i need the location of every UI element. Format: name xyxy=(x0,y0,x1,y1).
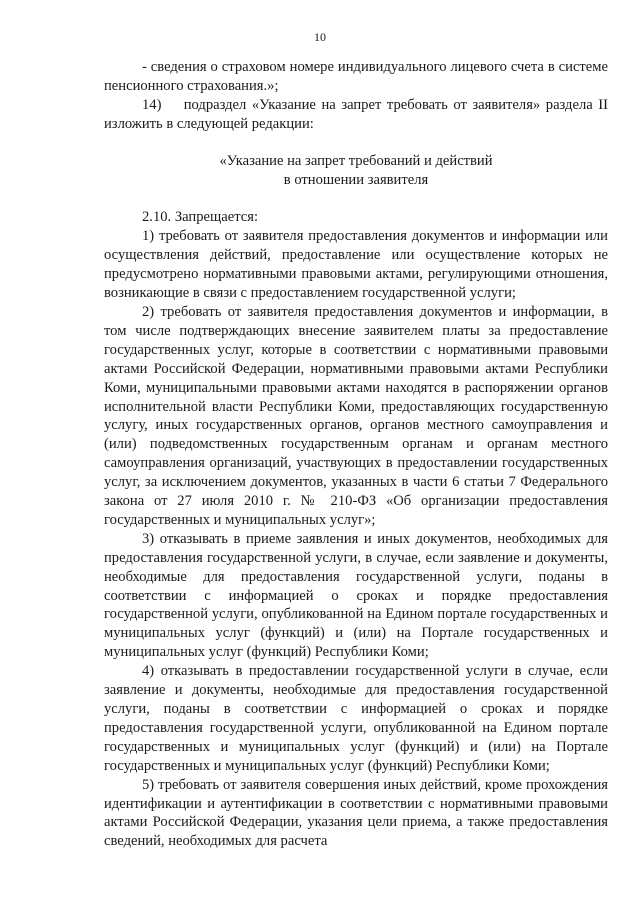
paragraph-item-3: 3) отказывать в приеме заявления и иных документов, необходимых для предоставления государственной услуги, в случае, если заявление и документы, необходимые для предоставления государственной услуги, поданы в соответствии с информацией о сроках и порядке предоставления государственной услуги, опубликованной на Едином портале государственных и муниципальных услуг (функций) и (или) на Портале государственных и муниципальных услуг (функций) Республики Коми; xyxy=(104,530,608,661)
paragraph-amendment-14: 14) подраздел «Указание на запрет требовать от заявителя» раздела II изложить в следующей редакции: xyxy=(104,96,608,132)
paragraph-item-4: 4) отказывать в предоставлении государственной услуги в случае, если заявление и документы, необходимые для предоставления государственной услуги, поданы в соответствии с информацией о сроках и порядке предоставления государственной услуги, опубликованной на Едином портале государственных и муниципальных услуг (функций) и (или) на Портале государственных и муниципальных услуг (функций) Республики Коми; xyxy=(104,663,608,774)
paragraph-item-1: 1) требовать от заявителя предоставления документов и информации или осуществления действий, предоставление или осуществление которых не предусмотрено нормативными правовыми актами, регулирующими отношения, возникающие в связи с предоставлением государственной услуги; xyxy=(104,228,608,302)
page-number: 10 xyxy=(314,30,326,44)
paragraph-2-10: 2.10. Запрещается: xyxy=(142,209,259,226)
document-body xyxy=(104,58,608,851)
section-heading-line-1: «Указание на запрет требований и действий xyxy=(219,152,493,169)
paragraph-item-5: 5) требовать от заявителя совершения иных действий, кроме прохождения идентификации и аутентификации в соответствии с нормативными правовыми актами Российской Федерации, указания цели приема, а также предоставления сведений, необходимых для расчета xyxy=(104,776,608,850)
spacer xyxy=(104,134,608,152)
section-heading-line-2: в отношении заявителя xyxy=(283,171,429,188)
spacer xyxy=(104,189,608,208)
paragraph-snils-item: - сведения о страховом номере индивидуального лицевого счета в системе пенсионного страхования.»; xyxy=(104,59,608,94)
paragraph-item-2: 2) требовать от заявителя предоставления документов и информации, в том числе подтверждающих внесение заявителем платы за предоставление государственных услуг, которые в соответствии с нормативными правовыми актами Российской Федерации, нормативными правовыми актами Республики Коми, муниципальными правовыми актами находятся в распоряжении органов исполнительной власти Республики Коми, предоставляющих государственную услугу, иных государственных органов, органов местного самоуправления и (или) подведомственных государственным органам и органам местного самоуправления организаций, участвующих в предоставлении государственных услуг, за исключением документов, указанных в части 6 статьи 7 Федерального закона от 27 июля 2010 г. № 210-ФЗ «Об организации предоставления государственных и муниципальных услуг»; xyxy=(104,303,608,528)
